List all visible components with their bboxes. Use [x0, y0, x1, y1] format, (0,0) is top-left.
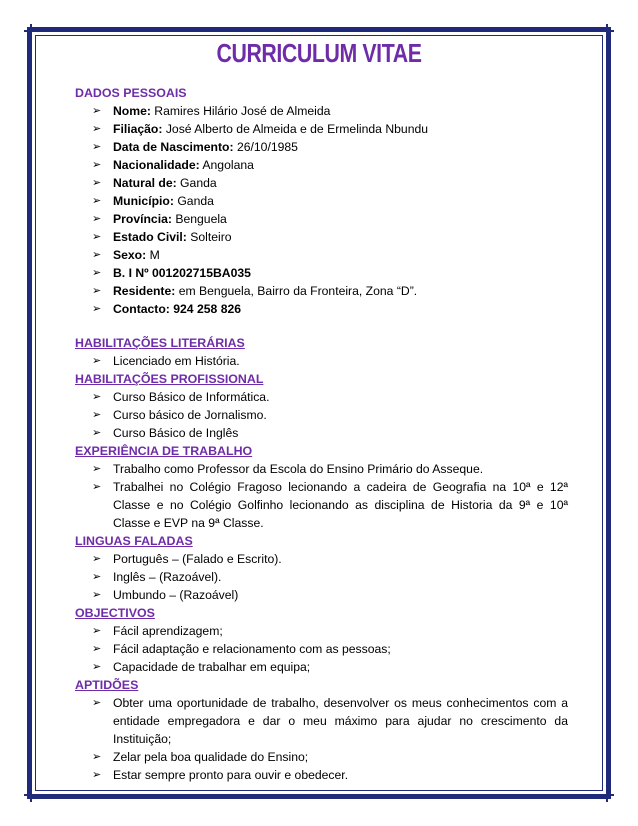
literary-qualifications-list [75, 352, 568, 370]
arrow-bullet-icon: ➢ [92, 123, 102, 135]
arrow-bullet-icon: ➢ [92, 267, 102, 279]
list-item: ➢ Trabalho como Professor da Escola do Ensino Primário do Asseque. [92, 462, 484, 476]
arrow-bullet-icon: ➢ [92, 697, 102, 709]
languages-list [75, 550, 568, 604]
arrow-bullet-icon: ➢ [92, 463, 102, 475]
list-item: ➢ Trabalhei no Colégio Fragoso lecionando a cadeira de Geografia na 10ª e 12ª Classe e no Colégio Golfinho lecionando as disciplina de Historia da 9ª e 10ª Classe e EVP na 9ª Classe. [92, 480, 568, 530]
arrow-bullet-icon: ➢ [92, 553, 102, 565]
list-item: ➢ Capacidade de trabalhar em equipa; [92, 660, 311, 674]
list-item: ➢ Filiação: José Alberto de Almeida e de Ermelinda Nbundu [92, 122, 429, 136]
list-item: ➢ Contacto: 924 258 826 [92, 302, 242, 316]
section-heading-habilitacoes-literarias: HABILITAÇÕES LITERÁRIAS [75, 336, 245, 350]
list-item: ➢ Data de Nascimento: 26/10/1985 [92, 140, 298, 154]
arrow-bullet-icon: ➢ [92, 355, 102, 367]
arrow-bullet-icon: ➢ [92, 177, 102, 189]
arrow-bullet-icon: ➢ [92, 625, 102, 637]
list-item: ➢ Natural de: Ganda [92, 176, 217, 190]
arrow-bullet-icon: ➢ [92, 213, 102, 225]
arrow-bullet-icon: ➢ [92, 589, 102, 601]
list-item: ➢ Obter uma oportunidade de trabalho, desenvolver os meus conhecimentos com a entidade empregadora e dar o meu máximo para ajudar no crescimento da Instituição; [92, 696, 568, 746]
section-spacer [75, 318, 568, 334]
arrow-bullet-icon: ➢ [92, 303, 102, 315]
list-item: ➢ Município: Ganda [92, 194, 214, 208]
list-item: ➢ Estar sempre pronto para ouvir e obedecer. [92, 768, 349, 782]
list-item: ➢ Licenciado em História. [92, 354, 240, 368]
list-item: ➢ Zelar pela boa qualidade do Ensino; [92, 750, 309, 764]
corner-ornament-icon [600, 24, 614, 38]
section-heading-dados-pessoais: DADOS PESSOAIS [75, 86, 187, 100]
objectives-list [75, 622, 568, 676]
arrow-bullet-icon: ➢ [92, 249, 102, 261]
section-heading-aptidoes: APTIDÕES [75, 678, 139, 692]
list-item: ➢ Umbundo – (Razoável) [92, 588, 239, 602]
list-item: ➢ Nacionalidade: Angolana [92, 158, 254, 172]
arrow-bullet-icon: ➢ [92, 571, 102, 583]
aptitudes-list [75, 694, 568, 784]
corner-ornament-icon [24, 24, 38, 38]
professional-qualifications-list [75, 388, 568, 442]
document-title: CURRICULUM VITAE [216, 38, 422, 68]
arrow-bullet-icon: ➢ [92, 661, 102, 673]
arrow-bullet-icon: ➢ [92, 751, 102, 763]
arrow-bullet-icon: ➢ [92, 391, 102, 403]
list-item: ➢ Inglês – (Razoável). [92, 570, 222, 584]
arrow-bullet-icon: ➢ [92, 231, 102, 243]
list-item: ➢ Residente: em Benguela, Bairro da Fronteira, Zona “D”. [92, 284, 418, 298]
arrow-bullet-icon: ➢ [92, 141, 102, 153]
list-item: ➢ Província: Benguela [92, 212, 227, 226]
arrow-bullet-icon: ➢ [92, 769, 102, 781]
list-item: ➢ Curso Básico de Informática. [92, 390, 270, 404]
corner-ornament-icon [600, 788, 614, 802]
section-heading-objectivos: OBJECTIVOS [75, 606, 155, 620]
arrow-bullet-icon: ➢ [92, 195, 102, 207]
list-item: ➢ Curso Básico de Inglês [92, 426, 239, 440]
arrow-bullet-icon: ➢ [92, 105, 102, 117]
section-heading-experiencia: EXPERIÊNCIA DE TRABALHO [75, 444, 253, 458]
arrow-bullet-icon: ➢ [92, 409, 102, 421]
section-heading-linguas: LINGUAS FALADAS [75, 534, 193, 548]
list-item: ➢ Sexo: M [92, 248, 160, 262]
list-item: ➢ B. I Nº 001202715BA035 [92, 266, 251, 280]
list-item: ➢ Nome: Ramires Hilário José de Almeida [92, 104, 331, 118]
personal-data-list [75, 102, 568, 318]
arrow-bullet-icon: ➢ [92, 643, 102, 655]
cv-content [75, 84, 568, 784]
list-item: ➢ Estado Civil: Solteiro [92, 230, 232, 244]
list-item: ➢ Português – (Falado e Escrito). [92, 552, 282, 566]
work-experience-list [75, 460, 568, 532]
arrow-bullet-icon: ➢ [92, 285, 102, 297]
corner-ornament-icon [24, 788, 38, 802]
arrow-bullet-icon: ➢ [92, 159, 102, 171]
list-item: ➢ Fácil aprendizagem; [92, 624, 223, 638]
section-heading-habilitacoes-profissional: HABILITAÇÕES PROFISSIONAL [75, 372, 264, 386]
arrow-bullet-icon: ➢ [92, 481, 102, 493]
arrow-bullet-icon: ➢ [92, 427, 102, 439]
list-item: ➢ Curso básico de Jornalismo. [92, 408, 267, 422]
list-item: ➢ Fácil adaptação e relacionamento com as pessoas; [92, 642, 391, 656]
